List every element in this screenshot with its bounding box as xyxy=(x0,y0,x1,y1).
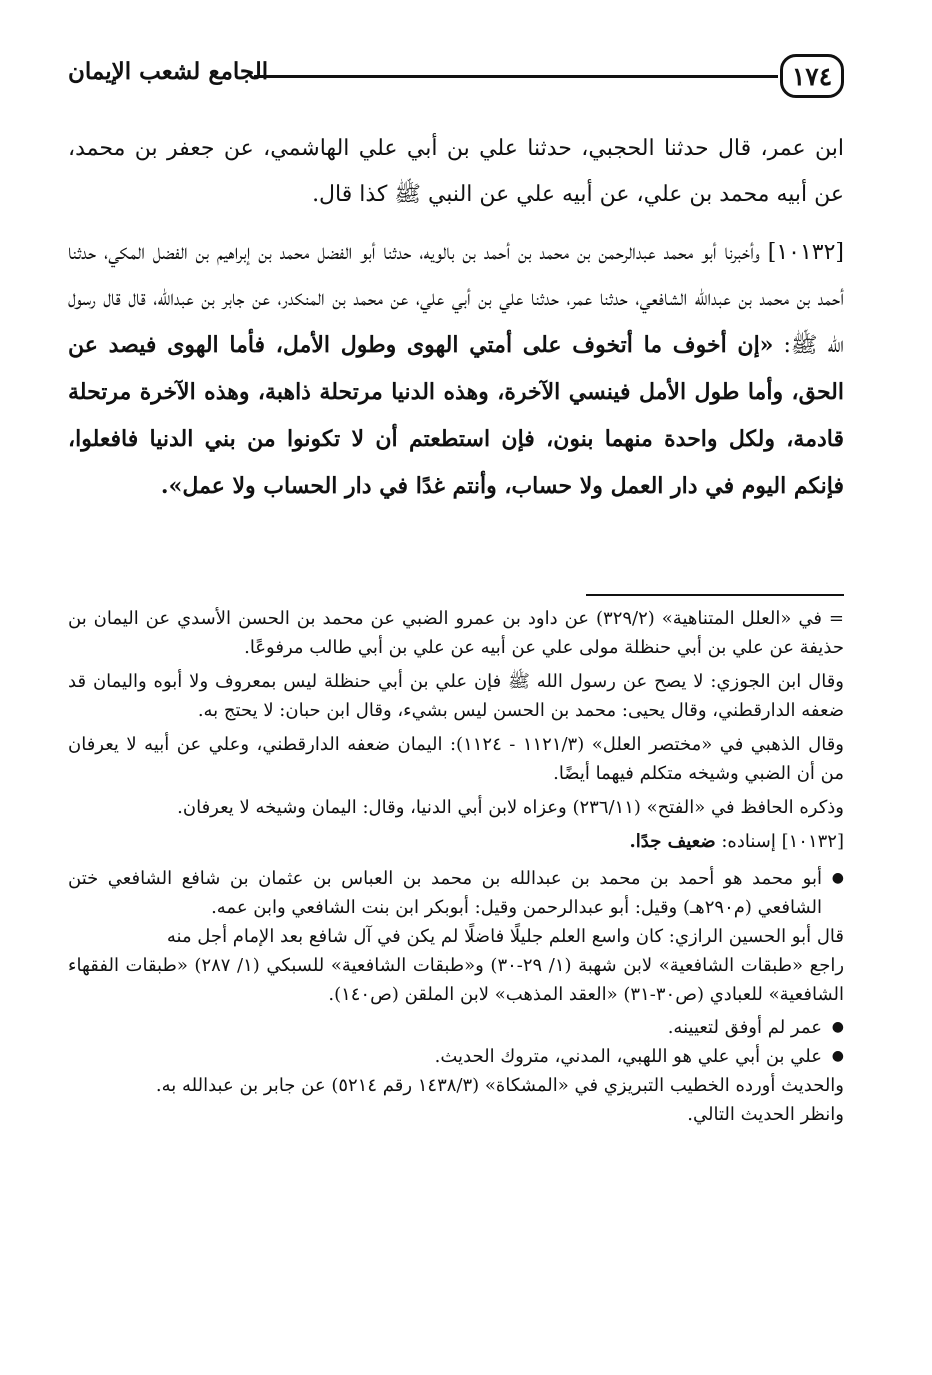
bullet-icon: ● xyxy=(831,1019,844,1035)
narrator-1-note: قال أبو الحسين الرازي: كان واسع العلم جليلًا فاضلًا لم يكن في آل شافع بعد الإمام أجل منه xyxy=(166,926,844,947)
footnote-separator xyxy=(586,594,844,596)
hadith-matn: «إن أخوف ما أتخوف على أمتي الهوى وطول الأمل، فأما الهوى فيصد عن الحق، وأما طول الأمل فينسي الآخرة، وهذه الدنيا مرتحلة ذاهبة، وهذه الآخرة مرتحلة قادمة، ولكل واحدة منهما بنون، فإن استطعتم أن لا تكونوا من بني الدنيا فافعلوا، فإنكم اليوم في دار العمل ولا حساب، وأنتم غدًا في دار الحساب ولا عمل». xyxy=(68,332,845,499)
page-header xyxy=(68,48,844,98)
paragraph-1: ابن عمر، قال حدثنا الحجبي، حدثنا علي بن أبي علي الهاشمي، عن جعفر بن محمد، عن أبيه محمد بن علي، عن أبيه علي عن النبي ﷺ كذا قال. xyxy=(68,136,844,207)
footnote-3: وقال الذهبي في «مختصر العلل» (١١٢١/٣ - ١١٢٤): اليمان ضعفه الدارقطني، وعلي عن أبيه لا يعرفان من أن الضبي وشيخه متكلم فيهما أيضًا. xyxy=(68,734,845,784)
footnote-4: وذكره الحافظ في «الفتح» (٢٣٦/١١) وعزاه لابن أبي الدنيا، وقال: اليمان وشيخه لا يعرفان. xyxy=(177,797,844,818)
narrator-list xyxy=(68,864,844,922)
list-item xyxy=(68,1013,844,1042)
isnad-value: ضعيف جدًا. xyxy=(629,831,716,852)
paragraph-2 xyxy=(68,230,844,510)
narrator-1: أبو محمد هو أحمد بن محمد بن عبدالله بن محمد بن العباس بن عثمان بن شافع الشافعي ختن الشافعي (م٢٩٠هـ) وقيل: أبو عبدالرحمن وقيل: أبوبكر ابن بنت الشافعي وابن عمه. xyxy=(68,868,822,918)
isnad-grade xyxy=(68,827,844,856)
narrator-3: علي بن أبي علي هو اللهبي، المدني، متروك الحديث. xyxy=(434,1046,822,1067)
footnote-1: = في «العلل المتناهية» (٣٢٩/٢) عن داود بن عمرو الضبي عن محمد بن الحسن الأسدي عن اليمان بن حذيفة عن علي بن أبي حنظلة مولى علي عن أبيه عن علي بن أبي طالب مرفوعًا. xyxy=(68,608,844,658)
list-item xyxy=(68,1042,844,1071)
bullet-icon: ● xyxy=(831,1048,844,1064)
footnote-2: وقال ابن الجوزي: لا يصح عن رسول الله ﷺ فإن علي بن أبي حنظلة ليس بمعروف ولا أبوه واليمان قد ضعفه الدارقطني، وقال يحيى: محمد بن الحسن ليس بشيء، وقال ابن حبان: لا يحتج به. xyxy=(68,671,844,721)
running-title: الجامع لشعب الإيمان xyxy=(68,58,269,85)
takhrij-note: والحديث أورده الخطيب التبريزي في «المشكاة» (١٤٣٨/٣ رقم ٥٢١٤) عن جابر بن عبدالله به. xyxy=(155,1075,844,1096)
see-next-note: وانظر الحديث التالي. xyxy=(687,1104,844,1125)
narrator-list-2 xyxy=(68,1013,844,1071)
narrator-2: عمر لم أوفق لتعيينه. xyxy=(667,1017,822,1038)
isnad-label: [١٠١٣٢] إسناده: xyxy=(715,831,844,852)
page-number: ١٧٤ xyxy=(780,54,844,98)
main-text xyxy=(68,126,844,510)
list-item xyxy=(68,864,844,922)
bullet-icon: ● xyxy=(831,870,844,886)
header-rule xyxy=(254,75,778,78)
footnotes xyxy=(68,604,844,1129)
narrator-1-refs: راجع «طبقات الشافعية» لابن شهبة (١/ ٢٩-٣٠) و«طبقات الشافعية» للسبكي (١/ ٢٨٧) «طبقات الفقهاء الشافعية» للعبادي (ص٣٠-٣١) «العقد المذهب» لابن الملقن (ص١٤٠). xyxy=(68,955,845,1005)
hadith-isnad: [١٠١٣٢] وأخبرنا أبو محمد عبدالرحمن بن محمد بن أحمد بن بالويه، حدثنا أبو الفضل محمد بن إبراهيم بن الفضل المكي، حدثنا أحمد بن محمد بن عبدالله الشافعي، حدثنا عمر، حدثنا علي بن أبي علي، عن محمد بن المنكدر، عن جابر بن عبدالله، قال قال رسول الله ﷺ: xyxy=(68,240,844,358)
